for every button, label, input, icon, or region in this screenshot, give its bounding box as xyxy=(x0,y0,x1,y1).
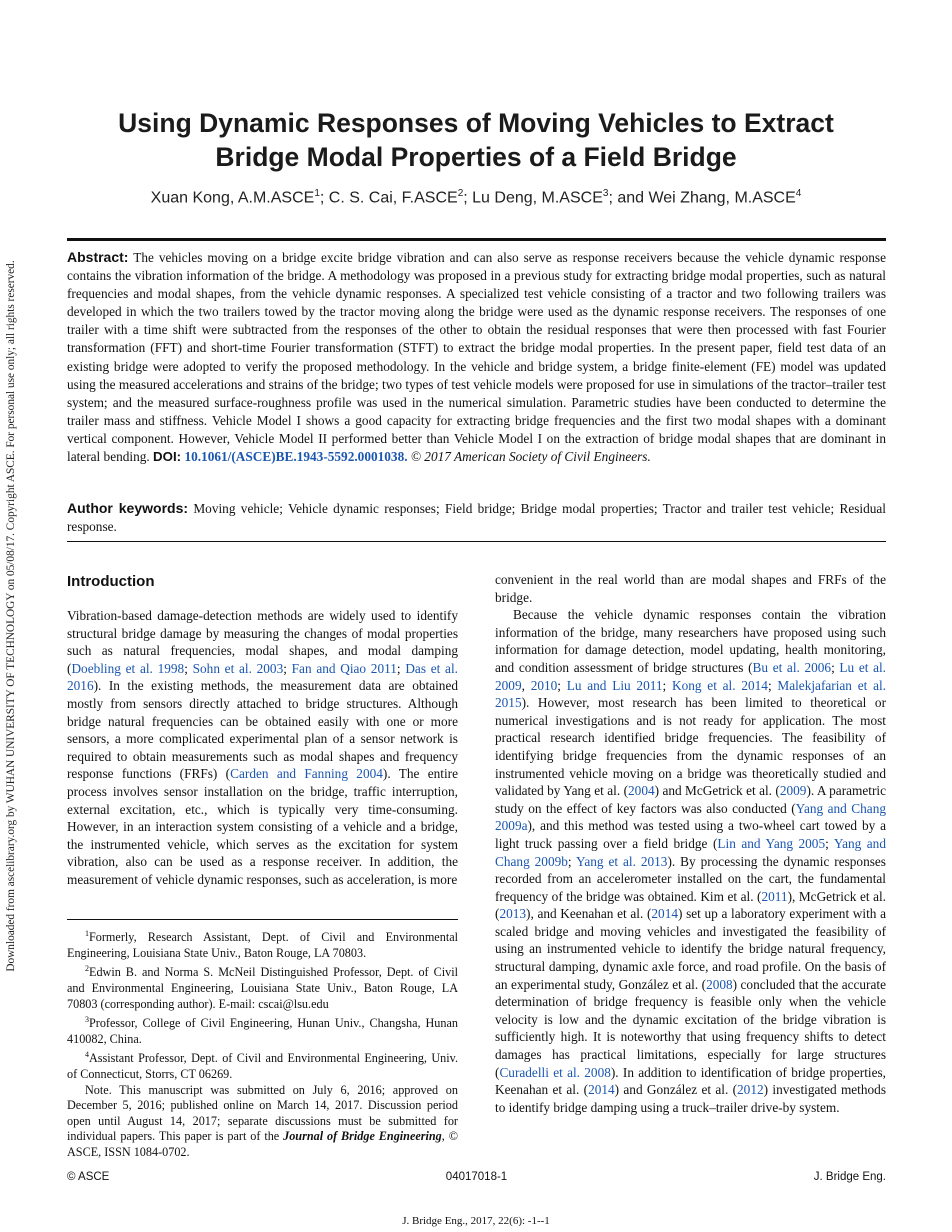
author-separator: ; xyxy=(463,189,473,207)
page-footer xyxy=(67,1171,886,1187)
doi-label: DOI: xyxy=(153,449,182,465)
abstract-top-rule xyxy=(67,238,886,241)
citation-link[interactable]: 2014 xyxy=(588,1082,615,1098)
abstract-copyright: © 2017 American Society of Civil Engineers. xyxy=(410,449,651,465)
author-affiliation-mark: 2 xyxy=(457,188,464,199)
abstract-text: The vehicles moving on a bridge excite bridge vibration and can also serve as response receivers because the vehicle dynamic response contains the vibration information of the bridge. A methodology was proposed in a previous study for extracting bridge modal properties, such as natural frequencies and modal shapes, from the vehicle dynamic responses. A specialized test vehicle consisting of a tractor and two following trailers was developed in which the two trailers towed by the tractor moving along the bridge were used as the dynamic response receivers. The responses of one trailer with a time shift were subtracted from the responses of the other to obtain the residual responses that were then processed with fast Fourier transformation (FFT) and short-time Fourier transformation (STFT) to extract the bridge modal properties. In the present paper, field test data of an existing bridge were adopted to verify the proposed methodology. In the vehicle and bridge system, a bridge finite-element (FE) model was updated using the measured accelerations and strains of the bridge; two types of test vehicle models were proposed for use in simulations of the tractor–trailer test system; and the measured surface-roughness profile was used in the numerical simulation. Parametric studies have been conducted to determine the trailer mass and stiffness. Vehicle Model I shows a good capacity for extracting bridge frequencies and the first two modal shapes with a dominant vertical component. However, Vehicle Model II performed better than Vehicle Model I on the extraction of bridge modal shapes that are dominant in lateral bending. xyxy=(67,250,886,465)
paragraph-text: ). A parametric study on the effect of key factors was also conducted ( xyxy=(495,783,886,816)
paragraph-text: Because the vehicle dynamic responses contain the vibration information of the bridge, many researchers have proposed using such information for damage detection, model updating, health monitoring, and condition assessment of bridge structures ( xyxy=(495,607,886,675)
citation-link[interactable]: 2011 xyxy=(761,888,788,904)
paragraph-text: ). The entire process involves sensor installation on the bridge, traffic interruption, external excitation, etc., which is typically very time-consuming. However, in an interaction system consisting of a vehicle and a bridge, the instrumented vehicle, which serves as the excitation for system vibration, also can be used as a response receiver. In addition, the measurement of vehicle dynamic responses, such as acceleration, is more xyxy=(67,766,458,887)
paragraph-text: ; xyxy=(557,677,567,693)
paragraph-text: Vibration-based damage-detection methods are widely used to identify structural bridge damage by measuring the changes of modal properties such as natural frequencies, modal shapes, and modal damping ( xyxy=(67,608,458,676)
paragraph-text: ; xyxy=(567,853,577,869)
author-separator: ; and xyxy=(608,189,649,207)
paragraph-text: ). By processing the dynamic responses recorded from an accelerometer installed on the cart, the fundamental frequency of the bridge was obtained. Kim et al. ( xyxy=(495,853,886,904)
author-name: Wei Zhang, M.ASCE xyxy=(648,189,796,207)
citation-link[interactable]: Lu et al. 2009 xyxy=(495,659,886,693)
paragraph-text: ; xyxy=(767,677,778,693)
keywords-bottom-rule xyxy=(67,541,886,542)
author-separator: ; xyxy=(319,189,329,207)
citation-link[interactable]: 2008 xyxy=(706,976,733,992)
paragraph-text: ) set up a laboratory experiment with a scaled bridge and moving vehicles and investigated the feasibility of using an instrumented vehicle to identify the bridge natural frequency, structural damping, dynamic axle force, and road profile. On the basis of an experimental study, González et al. ( xyxy=(495,906,886,992)
intro-paragraph-continued: convenient in the real world than are modal shapes and FRFs of the bridge. xyxy=(495,572,886,605)
left-column xyxy=(67,607,458,889)
citation-link[interactable]: 2004 xyxy=(628,783,655,799)
intro-paragraph-2 xyxy=(495,606,886,1116)
footnotes xyxy=(67,926,458,1161)
abstract xyxy=(67,248,886,466)
citation-link[interactable]: 2013 xyxy=(499,906,527,922)
footer-journal: J. Bridge Eng. xyxy=(813,1171,886,1183)
citation-link[interactable]: Lu and Liu 2011 xyxy=(566,677,663,693)
citation-link[interactable]: Malekjafarian et al. 2015 xyxy=(495,677,886,711)
paragraph-text: ; xyxy=(283,660,292,676)
paragraph-text: ; xyxy=(184,660,193,676)
paragraph-text: ) and McGetrick et al. ( xyxy=(654,783,780,799)
download-notice xyxy=(0,0,22,1232)
author-keywords xyxy=(67,499,886,536)
page-citation: J. Bridge Eng., 2017, 22(6): -1--1 xyxy=(402,1215,550,1227)
paragraph-text: ) concluded that the accurate determination of bridge frequency is feasible only when the vehicle velocity is low and the dynamic excitation of the bridge vibration is sufficiently high. It is noteworthy that using frequency shifts to detect damages has practical limitations, especially for large structures ( xyxy=(495,976,886,1080)
paper-title-line-2: Bridge Modal Properties of a Field Bridge xyxy=(215,142,737,172)
download-notice-text: Downloaded from ascelibrary.org by WUHAN UNIVERSITY OF TECHNOLOGY on 05/08/17. Copyright ASCE. For personal use only; all rights reserved. xyxy=(5,260,17,972)
citation-link[interactable]: Doebling et al. 1998 xyxy=(71,660,185,676)
footer-article-number: 04017018-1 xyxy=(445,1171,508,1183)
citation-link[interactable]: Kong et al. 2014 xyxy=(672,677,768,693)
paragraph-text: ; xyxy=(396,660,406,676)
paragraph-text: ; xyxy=(662,677,672,693)
citation-link[interactable]: 2009 xyxy=(779,783,807,799)
journal-name: Journal of Bridge Engineering xyxy=(283,1129,442,1144)
author-name: Lu Deng, M.ASCE xyxy=(472,189,603,207)
paragraph-text: ; xyxy=(825,835,834,851)
citation-link[interactable]: 2012 xyxy=(737,1082,764,1098)
paragraph-text: ) and González et al. ( xyxy=(614,1082,738,1098)
citation-link[interactable]: Sohn et al. 2003 xyxy=(192,660,284,676)
citation-link[interactable]: Yang et al. 2013 xyxy=(576,853,668,869)
keywords-label: Author keywords: xyxy=(67,500,189,516)
paragraph-text: ; xyxy=(831,659,840,675)
author-name: C. S. Cai, F.ASCE xyxy=(328,189,458,207)
citation-link[interactable]: Carden and Fanning 2004 xyxy=(230,766,383,782)
doi-link[interactable]: 10.1061/(ASCE)BE.1943-5592.0001038. xyxy=(184,449,408,465)
paragraph-text: ) investigated methods to identify bridge damping using a truck–trailer drive-by system. xyxy=(495,1082,886,1115)
citation-link[interactable]: Yang and Chang 2009b xyxy=(495,835,886,869)
footnote-3: $^3$Professor, College of Civil Engineering, Hunan Univ., Changsha, Hunan 410082, China. xyxy=(67,1015,458,1046)
citation-link[interactable]: Yang and Chang 2009a xyxy=(495,800,886,834)
paper-title xyxy=(60,106,892,174)
footnote-1: $^1$Formerly, Research Assistant, Dept. of Civil and Environmental Engineering, Louisiana State Univ., Baton Rouge, LA 70803. xyxy=(67,929,458,960)
author-affiliation-mark: 1 xyxy=(314,188,320,199)
abstract-label: Abstract: xyxy=(67,249,129,265)
author-name: Xuan Kong, A.M.ASCE xyxy=(150,189,315,207)
footnote-4: $^4$Assistant Professor, Dept. of Civil and Environmental Engineering, Univ. of Connecticut, Storrs, CT 06269. xyxy=(67,1050,458,1081)
paper-title-line-1: Using Dynamic Responses of Moving Vehicles to Extract xyxy=(118,108,834,138)
citation-link[interactable]: 2010 xyxy=(530,677,558,693)
author-list xyxy=(60,188,892,207)
author-affiliation-mark: 3 xyxy=(602,188,609,199)
paragraph-text: ). In the existing methods, the measurement data are obtained mostly from sensors directly attached to bridge structures. Although bridge natural frequencies can be obtained easily with one or more sensors, a more complicated experimental plan of a sensor network is required to obtain measurements such as modal shapes and frequency response functions (FRFs) ( xyxy=(67,678,458,782)
manuscript-note: Note. This manuscript was submitted on July 6, 2016; approved on December 5, 2016; published online on March 14, 2017. Discussion period open until August 14, 2017; separate discussions must be submitted for individual papers. This paper is part of the Journal of Bridge Engineering, © ASCE, ISSN 1084-0702. xyxy=(67,1082,458,1159)
keywords-text: Moving vehicle; Vehicle dynamic responses; Field bridge; Bridge modal properties; Tractor and trailer test vehicle; Residual response. xyxy=(67,501,886,535)
footer-publisher: © ASCE xyxy=(67,1171,110,1183)
paragraph-text: ), and Keenahan et al. ( xyxy=(526,906,652,922)
intro-paragraph-1 xyxy=(67,607,458,889)
author-affiliation-mark: 4 xyxy=(795,188,802,199)
citation-link[interactable]: Fan and Qiao 2011 xyxy=(291,660,397,676)
citation-link[interactable]: Das et al. 2016 xyxy=(67,660,458,694)
footnote-rule xyxy=(67,919,458,920)
citation-link[interactable]: Lin and Yang 2005 xyxy=(717,835,826,851)
citation-link[interactable]: Curadelli et al. 2008 xyxy=(499,1064,611,1080)
paragraph-text: , xyxy=(521,677,531,693)
footnote-2: $^2$Edwin B. and Norma S. McNeil Distinguished Professor, Dept. of Civil and Environmental Engineering, Louisiana State Univ., Baton Rouge, LA 70803 (corresponding author). E-mail: cscai@lsu.edu xyxy=(67,964,458,1011)
right-column xyxy=(495,571,886,1116)
paragraph-text: ). In addition to identification of bridge properties, Keenahan et al. ( xyxy=(495,1064,886,1098)
citation-link[interactable]: 2014 xyxy=(651,906,678,922)
section-heading-introduction: Introduction xyxy=(67,573,155,590)
paragraph-text: ), and this method was tested using a two-wheel cart towed by a light truck passing over a field bridge ( xyxy=(495,818,886,851)
paragraph-text: ). However, most research has been limited to theoretical or numerical investigations and is not ready for application. The most practical research identified bridge frequencies. The feasibility of identifying bridge frequencies from the dynamic responses of an instrumented vehicle moving on a bridge was theoretically studied and validated by Yang et al. ( xyxy=(495,695,886,799)
paragraph-text: ), McGetrick et al. ( xyxy=(495,888,886,922)
citation-link[interactable]: Bu et al. 2006 xyxy=(752,659,832,675)
